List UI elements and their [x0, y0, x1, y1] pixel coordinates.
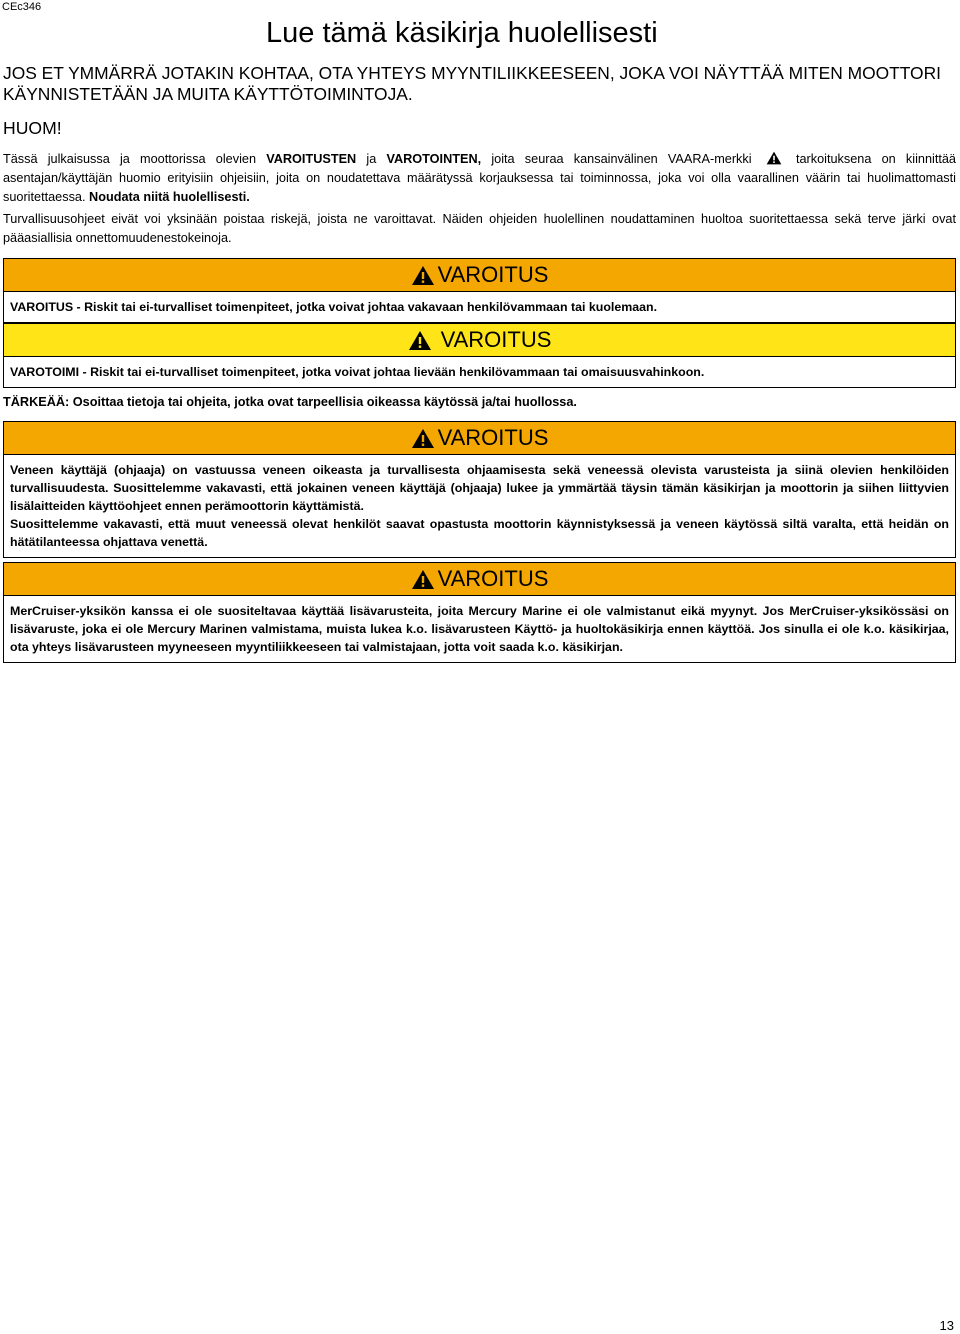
- important-note: TÄRKEÄÄ: Osoittaa tietoja tai ohjeita, jotka ovat tarpeellisia oikeassa käytössä ja/tai huollossa.: [3, 395, 577, 409]
- warning-triangle-icon: [408, 330, 432, 351]
- intro-text-2: ja: [356, 152, 387, 166]
- warning-heading: VAROITUS: [437, 566, 549, 591]
- warning-text: VAROITUS - Riskit tai ei-turvalliset toimenpiteet, jotka voivat johtaa vakavaan henkilövammaan tai kuolemaan.: [10, 300, 658, 314]
- warning-triangle-icon: [766, 151, 782, 165]
- warning-box-1: [3, 258, 956, 323]
- warning-box-2: [3, 323, 956, 388]
- warning-box-header: [4, 324, 955, 357]
- intro-bold-3: Noudata niitä huolellisesti.: [89, 190, 250, 204]
- page-number: 13: [939, 1318, 954, 1333]
- warning-box-header: [4, 563, 955, 596]
- warning-heading: VAROITUS: [440, 327, 552, 352]
- page-title: Lue tämä käsikirja huolellisesti: [266, 17, 658, 49]
- warning-text: MerCruiser-yksikön kanssa ei ole suositeltavaa käyttää lisävarusteita, joita Mercury Marine ei ole valmistanut eikä myynyt. Jos MerCruiser-yksikössäsi on lisävaruste, joka ei ole Mercury Marinen valmistama, muista lukea k.o. lisävarusteen Käyttö- ja huoltokäsikirja ennen käyttöä. Jos sinulla ei ole k.o. käsikirjaa, ota yhteys lisävarusteen myyneeseen myyntiliikkeeseen tai valmistajaan, jotta voit saada k.o. käsikirjan.: [10, 604, 949, 654]
- warning-box-header: [4, 422, 955, 455]
- warning-triangle-icon: [411, 428, 435, 449]
- document-code: CEc346: [2, 1, 42, 13]
- caution-text: VAROTOIMI - Riskit tai ei-turvalliset toimenpiteet, jotka voivat johtaa lievään henkilövammaan tai omaisuusvahinkoon.: [10, 365, 705, 379]
- warning-text-paragraph-2: Suosittelemme vakavasti, että muut veneessä olevat henkilöt saavat opastusta moottorin käynnistyksessä ja veneen käytössä siltä varalta, että heidän on hätätilanteessa ohjattava venettä.: [10, 517, 949, 549]
- warning-box-3: [3, 421, 956, 558]
- warning-triangle-icon: [411, 265, 435, 286]
- warning-triangle-icon: [411, 569, 435, 590]
- safety-paragraph: Turvallisuusohjeet eivät voi yksinään poistaa riskejä, joista ne varoittavat. Näiden ohjeiden huolellinen noudattaminen huoltoa suoritettaessa sekä terve järki ovat pääasiallisia onnettomuudenestokeinoja.: [3, 212, 956, 245]
- warning-text: [4, 455, 955, 557]
- warning-heading: VAROITUS: [437, 425, 549, 450]
- contact-notice: JOS ET YMMÄRRÄ JOTAKIN KOHTAA, OTA YHTEYS MYYNTILIIKKEESEEN, JOKA VOI NÄYTTÄÄ MITEN MOOTTORI KÄYNNISTETÄÄN JA MUITA KÄYTTÖTOIMINTOJA.: [3, 63, 941, 104]
- intro-text-3: joita seuraa kansainvälinen VAARA-merkki: [481, 152, 752, 166]
- note-heading: HUOM!: [3, 118, 62, 138]
- warning-text-paragraph-1: Veneen käyttäjä (ohjaaja) on vastuussa veneen oikeasta ja turvallisesta ohjaamisesta sekä veneessä olevista varusteista ja siinä olevien henkilöiden turvallisuudesta. Suosittelemme vakavasti, että jokainen veneen käyttäjä (ohjaaja) lukee ja ymmärtää täysin tämän käsikirjan ja moottorin ja siihen liittyvien lisälaitteiden käyttöohjeet ennen perämoottorin käyttämistä.: [10, 463, 949, 513]
- warning-box-header: [4, 259, 955, 292]
- intro-paragraph: [3, 150, 956, 207]
- intro-text-1: Tässä julkaisussa ja moottorissa olevien: [3, 152, 267, 166]
- intro-bold-1: VAROITUSTEN: [266, 152, 357, 166]
- intro-text-4: tarkoituksena on kiinnittää asentajan/käyttäjän huomio erityisiin ohjeisiin, joita on noudatettava määrätyssä korjauksessa tai toiminnossa, joka voi olla vaarallinen väärin tai huolimattomasti suoritettaessa.: [3, 152, 956, 204]
- intro-bold-2: VAROTOINTEN,: [386, 152, 482, 166]
- warning-heading: VAROITUS: [437, 262, 549, 287]
- warning-box-4: [3, 562, 956, 663]
